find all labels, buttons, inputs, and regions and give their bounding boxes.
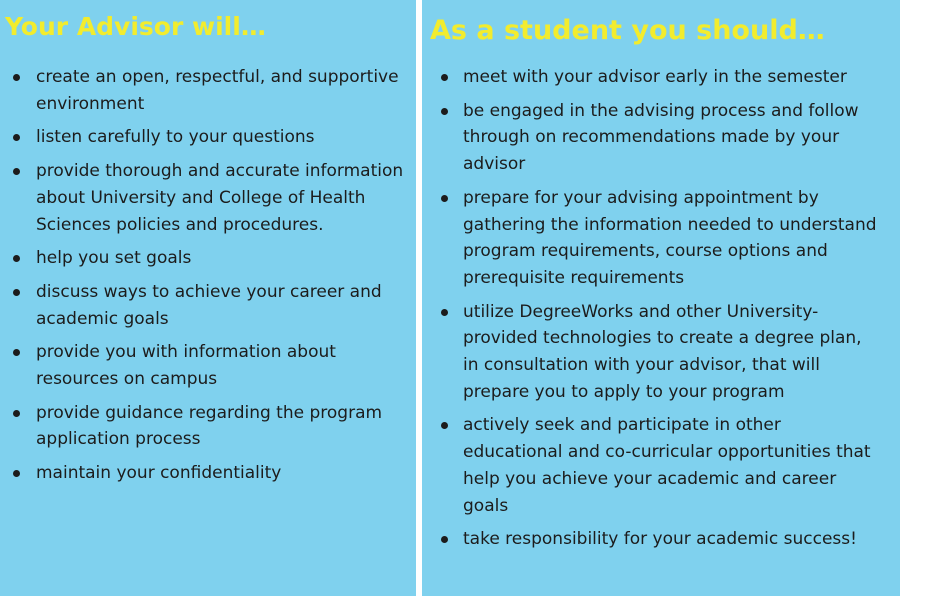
advisor-panel-title: Your Advisor will… [5,12,266,41]
list-item [0,460,416,487]
list-item-text: actively seek and participate in other educational and co-curricular opportunities that help you achieve your academic and career goals [463,415,871,516]
list-item [0,158,416,238]
list-item [422,64,900,91]
list-item-text: create an open, respectful, and supportive environment [36,67,399,114]
list-item-text: provide you with information about resources on campus [36,342,336,390]
list-item [0,245,416,272]
bullet-icon [441,108,448,115]
list-item-text: discuss ways to achieve your career and academic goals [36,281,382,329]
list-item [422,185,900,292]
bullet-icon [441,422,448,429]
bullet-icon [13,168,20,175]
bullet-icon [13,134,20,141]
list-item [422,98,900,178]
bullet-icon [13,410,20,417]
bullet-icon [13,289,20,296]
list-item [422,299,900,406]
list-item [0,64,416,117]
bullet-icon [441,74,448,81]
list-item [422,526,900,553]
list-item-text: utilize DegreeWorks and other University-provided technologies to create a degree plan, in consultation with your advisor, that will prepare you to apply to your program [463,301,862,402]
bullet-icon [13,74,20,81]
bullet-icon [13,470,20,477]
student-panel-title: As a student you should… [430,15,825,46]
list-item-text: meet with your advisor early in the semester [463,67,847,87]
list-item-text: help you set goals [36,248,192,269]
list-item-text: maintain your confidentiality [36,463,282,484]
list-item-text: be engaged in the advising process and follow through on recommendations made by your advisor [463,100,859,175]
student-panel [422,0,900,596]
list-item [422,412,900,519]
list-item-text: take responsibility for your academic success! [463,529,857,550]
student-responsibilities-list [422,64,900,560]
list-item-text: provide thorough and accurate information about University and College of Health Sciences policies and procedures. [36,161,404,235]
advisor-panel [0,0,416,596]
list-item-text: provide guidance regarding the program application process [36,402,383,450]
list-item [0,339,416,392]
bullet-icon [13,255,20,262]
list-item [0,400,416,453]
list-item-text: listen carefully to your questions [36,127,315,148]
list-item [0,279,416,332]
bullet-icon [441,195,448,202]
list-item-text: prepare for your advising appointment by gathering the information needed to understand program requirements, course options and prerequisite requirements [463,187,877,288]
list-item [0,124,416,151]
bullet-icon [13,349,20,356]
bullet-icon [441,536,448,543]
bullet-icon [441,309,448,316]
advisor-responsibilities-list [0,64,416,494]
